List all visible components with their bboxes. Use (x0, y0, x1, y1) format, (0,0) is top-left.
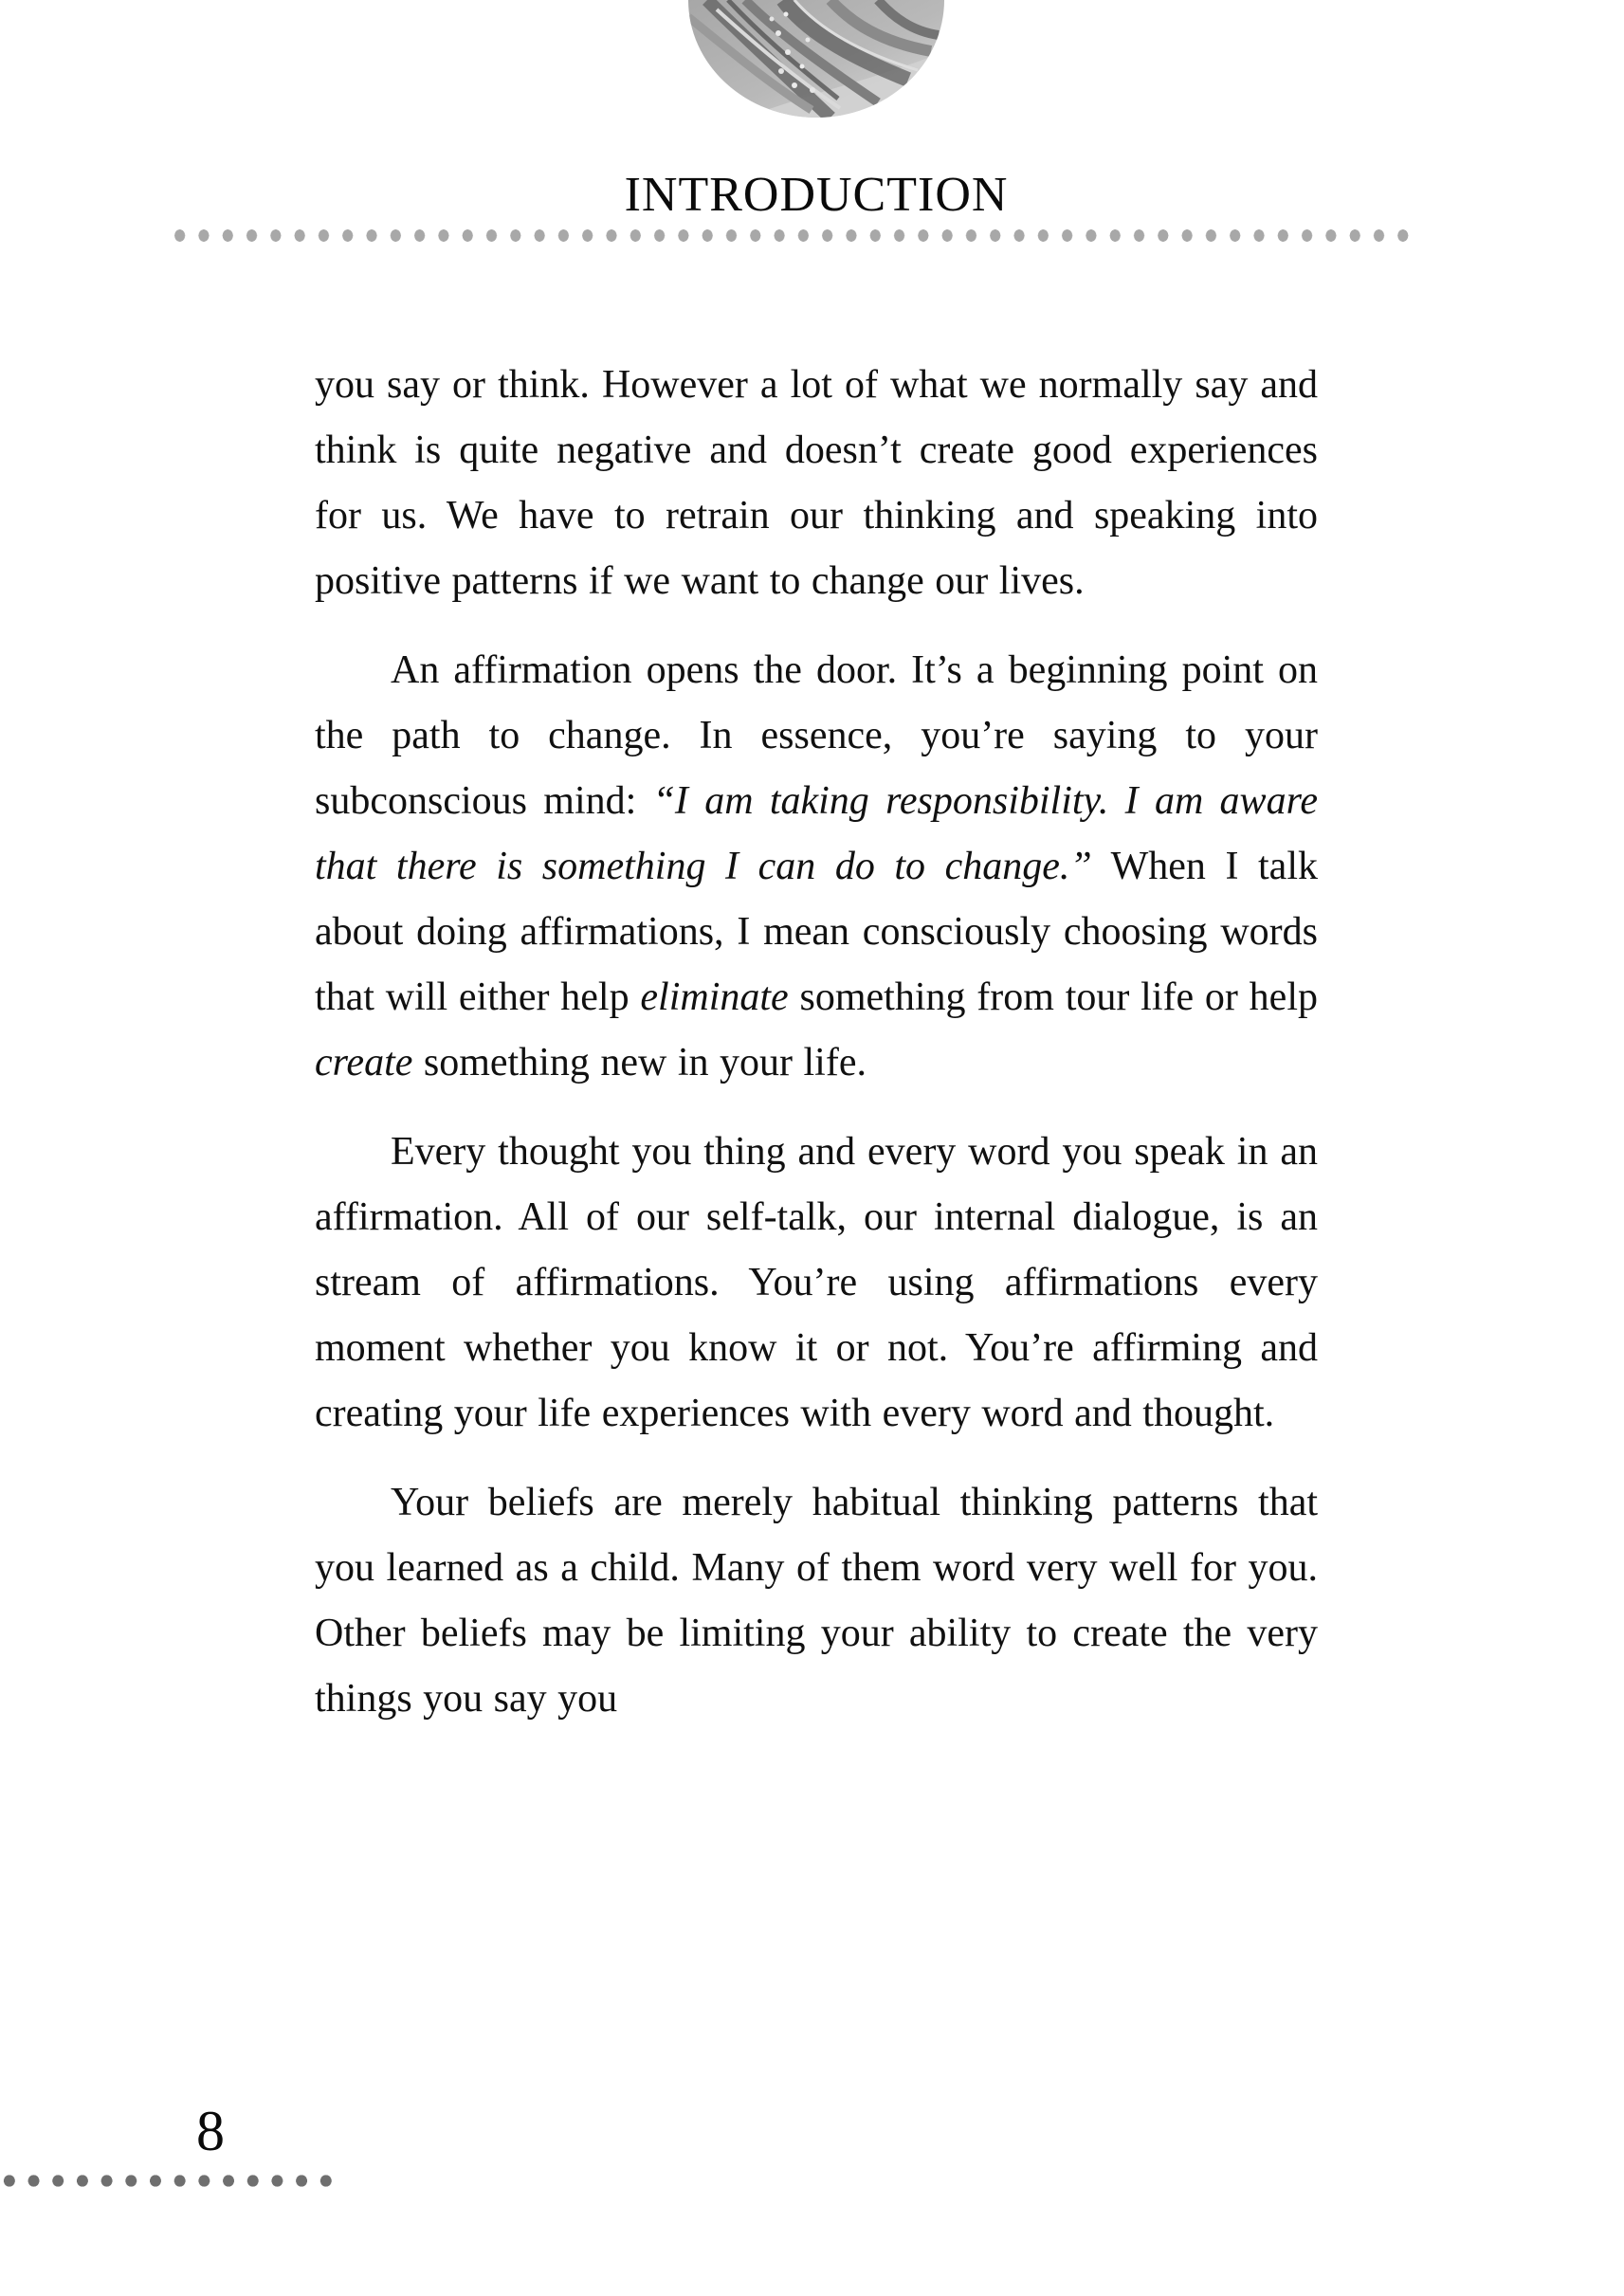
italic-run: create (315, 1041, 413, 1084)
text-block (315, 353, 1318, 1756)
page-number: 8 (196, 2100, 225, 2162)
italic-run: eliminate (640, 975, 789, 1019)
text-run: something new in your life. (412, 1041, 867, 1084)
marble-pattern-graphic (688, 0, 944, 118)
paragraph (315, 353, 1318, 614)
text-run: you say or think. However a lot of what we normally say and think is quite negative and doesn’t create good experiences for us. We have to retrain our thinking and speaking into positive patterns if we want to change our lives. (315, 363, 1318, 603)
text-run: Every thought you thing and every word you speak in an affirmation. All of our self-talk, our internal dialogue, is an stream of affirmations. You’re using affirmations every moment whether you know it or not. You’re affirming and creating your life experiences with every word and thought. (315, 1130, 1318, 1435)
text-run: something from tour life or help (788, 975, 1318, 1019)
italic-run: “I am taking responsibility. I am aware that there is something I can do to change.” (315, 779, 1319, 888)
paragraph (315, 1120, 1318, 1447)
paragraph (315, 1470, 1318, 1732)
dotted-divider-top (168, 229, 1419, 242)
text-run: When I talk about doing affirmations, I mean consciously choosing words that will either help (315, 845, 1318, 1019)
paragraph (315, 638, 1318, 1096)
text-run: Your beliefs are merely habitual thinking patterns that you learned as a child. Many of them word very well for you. Other beliefs may be limiting your ability to create the very things you say you (315, 1481, 1318, 1721)
page-title: INTRODUCTION (624, 168, 1009, 222)
text-run: An affirmation opens the door. It’s a beginning point on the path to change. In essence, you’re saying to your subconscious mind: (315, 648, 1318, 823)
marbled-ornament-image (688, 0, 944, 118)
dotted-divider-bottom (0, 2175, 338, 2187)
